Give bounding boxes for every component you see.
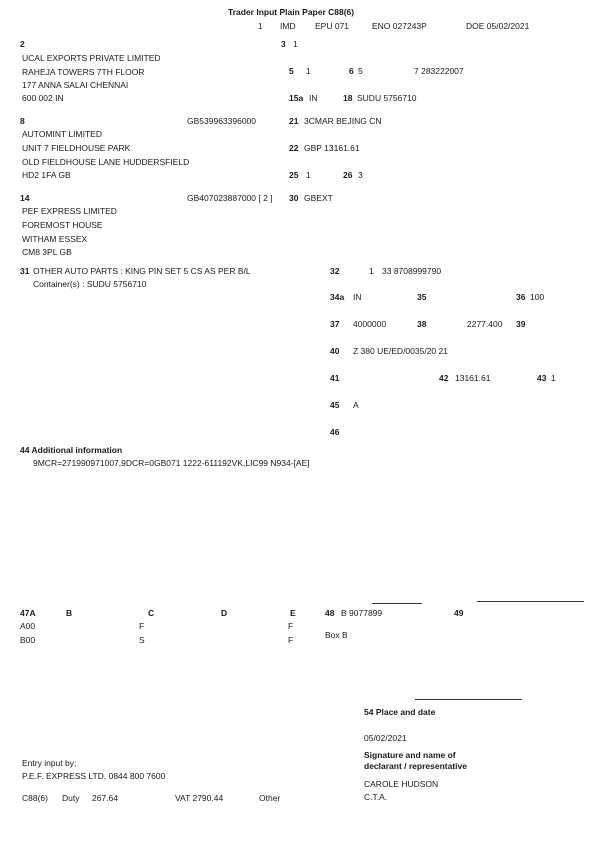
box22-value: GBP 13161.61 xyxy=(304,143,360,153)
box47-row2-type: B00 xyxy=(20,635,36,645)
epu-code: EPU 071 xyxy=(315,21,350,31)
box26-value: 3 xyxy=(358,170,363,180)
vat-value: VAT 2790.44 xyxy=(175,793,224,803)
box32-number: 32 xyxy=(330,266,340,276)
box34a-number: 34a xyxy=(330,292,345,302)
box31-number: 31 xyxy=(20,266,30,276)
box47-label: 47A xyxy=(20,608,36,618)
box47-col-b: B xyxy=(66,608,73,618)
box47-col-e: E xyxy=(290,608,296,618)
date-of-entry: DOE 05/02/2021 xyxy=(466,21,530,31)
box47-col-d: D xyxy=(221,608,228,618)
place-and-date-heading: 54 Place and date xyxy=(364,707,436,717)
box21-number: 21 xyxy=(289,116,299,126)
box15a-number: 15a xyxy=(289,93,304,103)
box46-number: 46 xyxy=(330,427,340,437)
box42-number: 42 xyxy=(439,373,449,383)
box7-value: 7 283222007 xyxy=(414,66,464,76)
box49-rule xyxy=(477,601,584,602)
declarant-line: PEF EXPRESS LIMITED xyxy=(22,206,117,216)
box38-value: 2277.400 xyxy=(467,319,503,329)
box22-number: 22 xyxy=(289,143,299,153)
box47-row2-c: S xyxy=(139,635,145,645)
additional-information-text: 9MCR=271990971007,9DCR=0GB071 1222-611192VK,LIC99 N934-[AE] xyxy=(33,458,310,468)
box40-value: Z 380 UE/ED/0035/20 21 xyxy=(353,346,448,356)
goods-description: OTHER AUTO PARTS : KING PIN SET 5 CS AS PER B/L xyxy=(33,266,251,276)
box25-value: 1 xyxy=(306,170,311,180)
box18-value: SUDU 5756710 xyxy=(357,93,417,103)
declarant-name: CAROLE HUDSON xyxy=(364,779,439,789)
entry-number: ENO 027243P xyxy=(372,21,427,31)
box8-number: 8 xyxy=(20,116,25,126)
box25-number: 25 xyxy=(289,170,299,180)
box34a-value: IN xyxy=(353,292,362,302)
box54-rule xyxy=(415,699,522,700)
box30-number: 30 xyxy=(289,193,299,203)
box18-number: 18 xyxy=(343,93,353,103)
container-number: Container(s) : SUDU 5756710 xyxy=(33,279,147,289)
box1-declaration-type: IMD xyxy=(280,21,296,31)
footer-form-code: C88(6) xyxy=(22,793,48,803)
box32-value: 1 xyxy=(369,266,374,276)
box6-number: 6 xyxy=(349,66,354,76)
box47-row1-e: F xyxy=(288,621,294,631)
box47-row1-type: A00 xyxy=(20,621,36,631)
box47-col-c: C xyxy=(148,608,155,618)
additional-information-heading: 44 Additional information xyxy=(20,445,123,455)
declarant-line: FOREMOST HOUSE xyxy=(22,220,103,230)
box49-number: 49 xyxy=(454,608,464,618)
box37-number: 37 xyxy=(330,319,340,329)
box48-number: 48 xyxy=(325,608,335,618)
box14-number: 14 xyxy=(20,193,30,203)
box47-row2-e: F xyxy=(288,635,294,645)
box41-number: 41 xyxy=(330,373,340,383)
box2-number: 2 xyxy=(20,39,25,49)
duty-label: Duty xyxy=(62,793,80,803)
box43-value: 1 xyxy=(551,373,556,383)
box30-value: GBEXT xyxy=(304,193,333,203)
box40-number: 40 xyxy=(330,346,340,356)
box45-value: A xyxy=(353,400,359,410)
box37-value: 4000000 xyxy=(353,319,387,329)
duty-value: 267.64 xyxy=(92,793,118,803)
declarant-line: WITHAM ESSEX xyxy=(22,234,88,244)
box47-row1-c: F xyxy=(139,621,145,631)
box-b-label: Box B xyxy=(325,630,348,640)
consignee-line: UNIT 7 FIELDHOUSE PARK xyxy=(22,143,131,153)
box1-declaration-number: 1 xyxy=(258,21,263,31)
declaration-date: 05/02/2021 xyxy=(364,733,407,743)
box3-number: 3 xyxy=(281,39,286,49)
box36-number: 36 xyxy=(516,292,526,302)
consignee-eori: GB539963396000 xyxy=(187,116,257,126)
box38-number: 38 xyxy=(417,319,427,329)
declarant-eori: GB407023887000 [ 2 ] xyxy=(187,193,273,203)
box21-value: 3CMAR BEJING CN xyxy=(304,116,382,126)
box36-value: 100 xyxy=(530,292,545,302)
box42-value: 13161.61 xyxy=(455,373,491,383)
box35-number: 35 xyxy=(417,292,427,302)
form-title: Trader Input Plain Paper C88(6) xyxy=(228,7,355,17)
consignee-line: AUTOMINT LIMITED xyxy=(22,129,102,139)
declarant-company: C.T.A. xyxy=(364,792,388,802)
box5-value: 1 xyxy=(306,66,311,76)
box48-value: B 9077899 xyxy=(341,608,383,618)
box6-value: 5 xyxy=(358,66,363,76)
box45-number: 45 xyxy=(330,400,340,410)
declarant-line: CM8 3PL GB xyxy=(22,247,72,257)
consignee-line: HD2 1FA GB xyxy=(22,170,71,180)
box3-value: 1 xyxy=(293,39,298,49)
entry-input-label: Entry input by: xyxy=(22,758,77,768)
consignor-line: UCAL EXPORTS PRIVATE LIMITED xyxy=(22,53,161,63)
box39-number: 39 xyxy=(516,319,526,329)
box26-number: 26 xyxy=(343,170,353,180)
box15a-value: IN xyxy=(309,93,318,103)
consignor-line: 600 002 IN xyxy=(22,93,64,103)
consignor-line: RAHEJA TOWERS 7TH FLOOR xyxy=(22,67,145,77)
signature-label: declarant / representative xyxy=(364,761,467,771)
box48-rule xyxy=(372,603,422,604)
box43-number: 43 xyxy=(537,373,547,383)
signature-label: Signature and name of xyxy=(364,750,456,760)
box5-number: 5 xyxy=(289,66,294,76)
box33-commodity-code: 33 8708999790 xyxy=(382,266,442,276)
consignor-line: 177 ANNA SALAI CHENNAI xyxy=(22,80,129,90)
entry-input-value: P.E.F. EXPRESS LTD. 0844 800 7600 xyxy=(22,771,166,781)
consignee-line: OLD FIELDHOUSE LANE HUDDERSFIELD xyxy=(22,157,190,167)
other-label: Other xyxy=(259,793,281,803)
